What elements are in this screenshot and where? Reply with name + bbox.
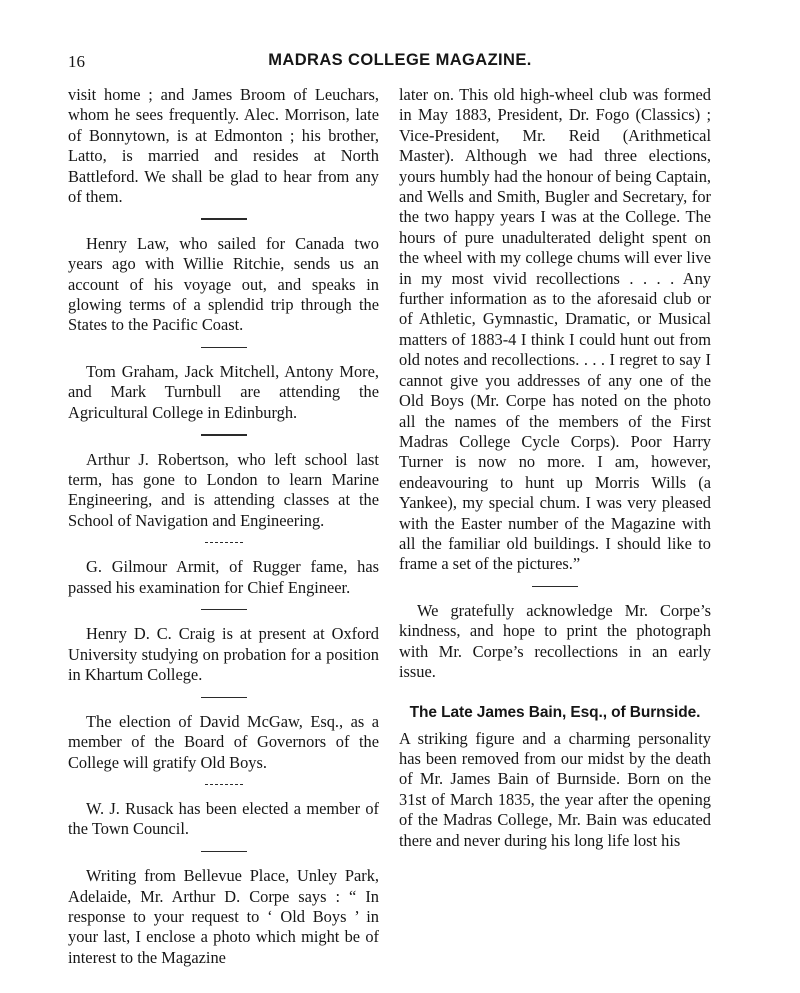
separator-rule xyxy=(201,347,247,348)
separator-rule xyxy=(201,218,247,219)
paragraph-acknowledgement: We gratefully acknowledge Mr. Corpe’s kindness, and hope to print the photograph with Mr. Corpe’s recollections in an early issue. xyxy=(399,601,711,682)
separator-rule xyxy=(205,542,243,543)
paragraph-david-mcgaw: The election of David McGaw, Esq., as a member of the Board of Governors of the College will gratify Old Boys. xyxy=(68,711,379,772)
separator-rule xyxy=(201,434,247,435)
separator-rule xyxy=(532,586,578,587)
separator-rule xyxy=(201,697,247,698)
running-header: MADRAS COLLEGE MAGAZINE. xyxy=(268,51,532,69)
paragraph-henry-law: Henry Law, who sailed for Canada two years ago with Willie Ritchie, sends us an account of his voyage out, and speaks in glowing terms of a splendid trip through the States to the Pacific Coast. xyxy=(68,233,379,335)
separator-rule xyxy=(201,851,247,852)
section-title: The Late James Bain, Esq., of Burnside. xyxy=(409,703,701,721)
left-column xyxy=(68,85,379,968)
paragraph-james-bain: A striking figure and a charming personality has been removed from our midst by the death of Mr. James Bain of Burnside. Born on the 31st of March 1835, the year after the opening of the Madras College, Mr. Bain was educated there and never during his long life lost his xyxy=(399,728,711,850)
paragraph-arthur-corpe: Writing from Bellevue Place, Unley Park, Adelaide, Mr. Arthur D. Corpe says : “ In response to your request to ‘ Old Boys ’ in your last, I enclose a photo which might be of interest to the Magazine xyxy=(68,866,379,967)
paragraph-gilmour-armit: G. Gilmour Armit, of Rugger fame, has passed his examination for Chief Engineer. xyxy=(68,557,379,597)
paragraph-cycle-club: later on. This old high-wheel club was formed in May 1883, President, Dr. Fogo (Classics) ; Vice-President, Mr. Reid (Arithmetical Master). Although we had three elections, yours humbly had the honour of being Captain, and Wells and Smith, Bugler and Secretary, for the two happy years I was at the College. The hours of pure unadulterated delight spent on the wheel with my college chums will ever live in my most vivid recollections . . . . Any further information as to the aforesaid club or of Athletic, Gymnastic, Dramatic, or Musical matters of 1883-4 I think I could hunt out from old notes and recollections. . . . I regret to say I cannot give you addresses of any one of the Old Boys (Mr. Corpe has noted on the photo all the names of the members of the First Madras College Cycle Corps). Poor Harry Turner is now no more. I am, however, endeavouring to hunt up Morris Wills (a Yankee), my special chum. I was very pleased with the Easter number of the Magazine with all the familiar old buildings. I should like to frame a set of the pictures.” xyxy=(399,85,711,574)
paragraph-henry-craig: Henry D. C. Craig is at present at Oxford University studying on probation for a position in Khartum College. xyxy=(68,624,379,685)
separator-rule xyxy=(201,609,247,610)
paragraph-rusack: W. J. Rusack has been elected a member of the Town Council. xyxy=(68,799,379,839)
right-column xyxy=(399,85,711,851)
paragraph-arthur-robertson: Arthur J. Robertson, who left school last term, has gone to London to learn Marine Engineering, and is attending classes at the School of Navigation and Engineering. xyxy=(68,449,379,530)
page-number: 16 xyxy=(68,52,85,71)
paragraph-agricultural-college: Tom Graham, Jack Mitchell, Antony More, and Mark Turnbull are attending the Agricultural College in Edinburgh. xyxy=(68,362,379,422)
separator-rule xyxy=(205,784,243,785)
paragraph-visit-home: visit home ; and James Broom of Leuchars, whom he sees frequently. Alec. Morrison, late of Bonnytown, is at Edmonton ; his brother, Latto, is married and resides at North Battleford. We shall be glad to hear from any of them. xyxy=(68,85,379,207)
